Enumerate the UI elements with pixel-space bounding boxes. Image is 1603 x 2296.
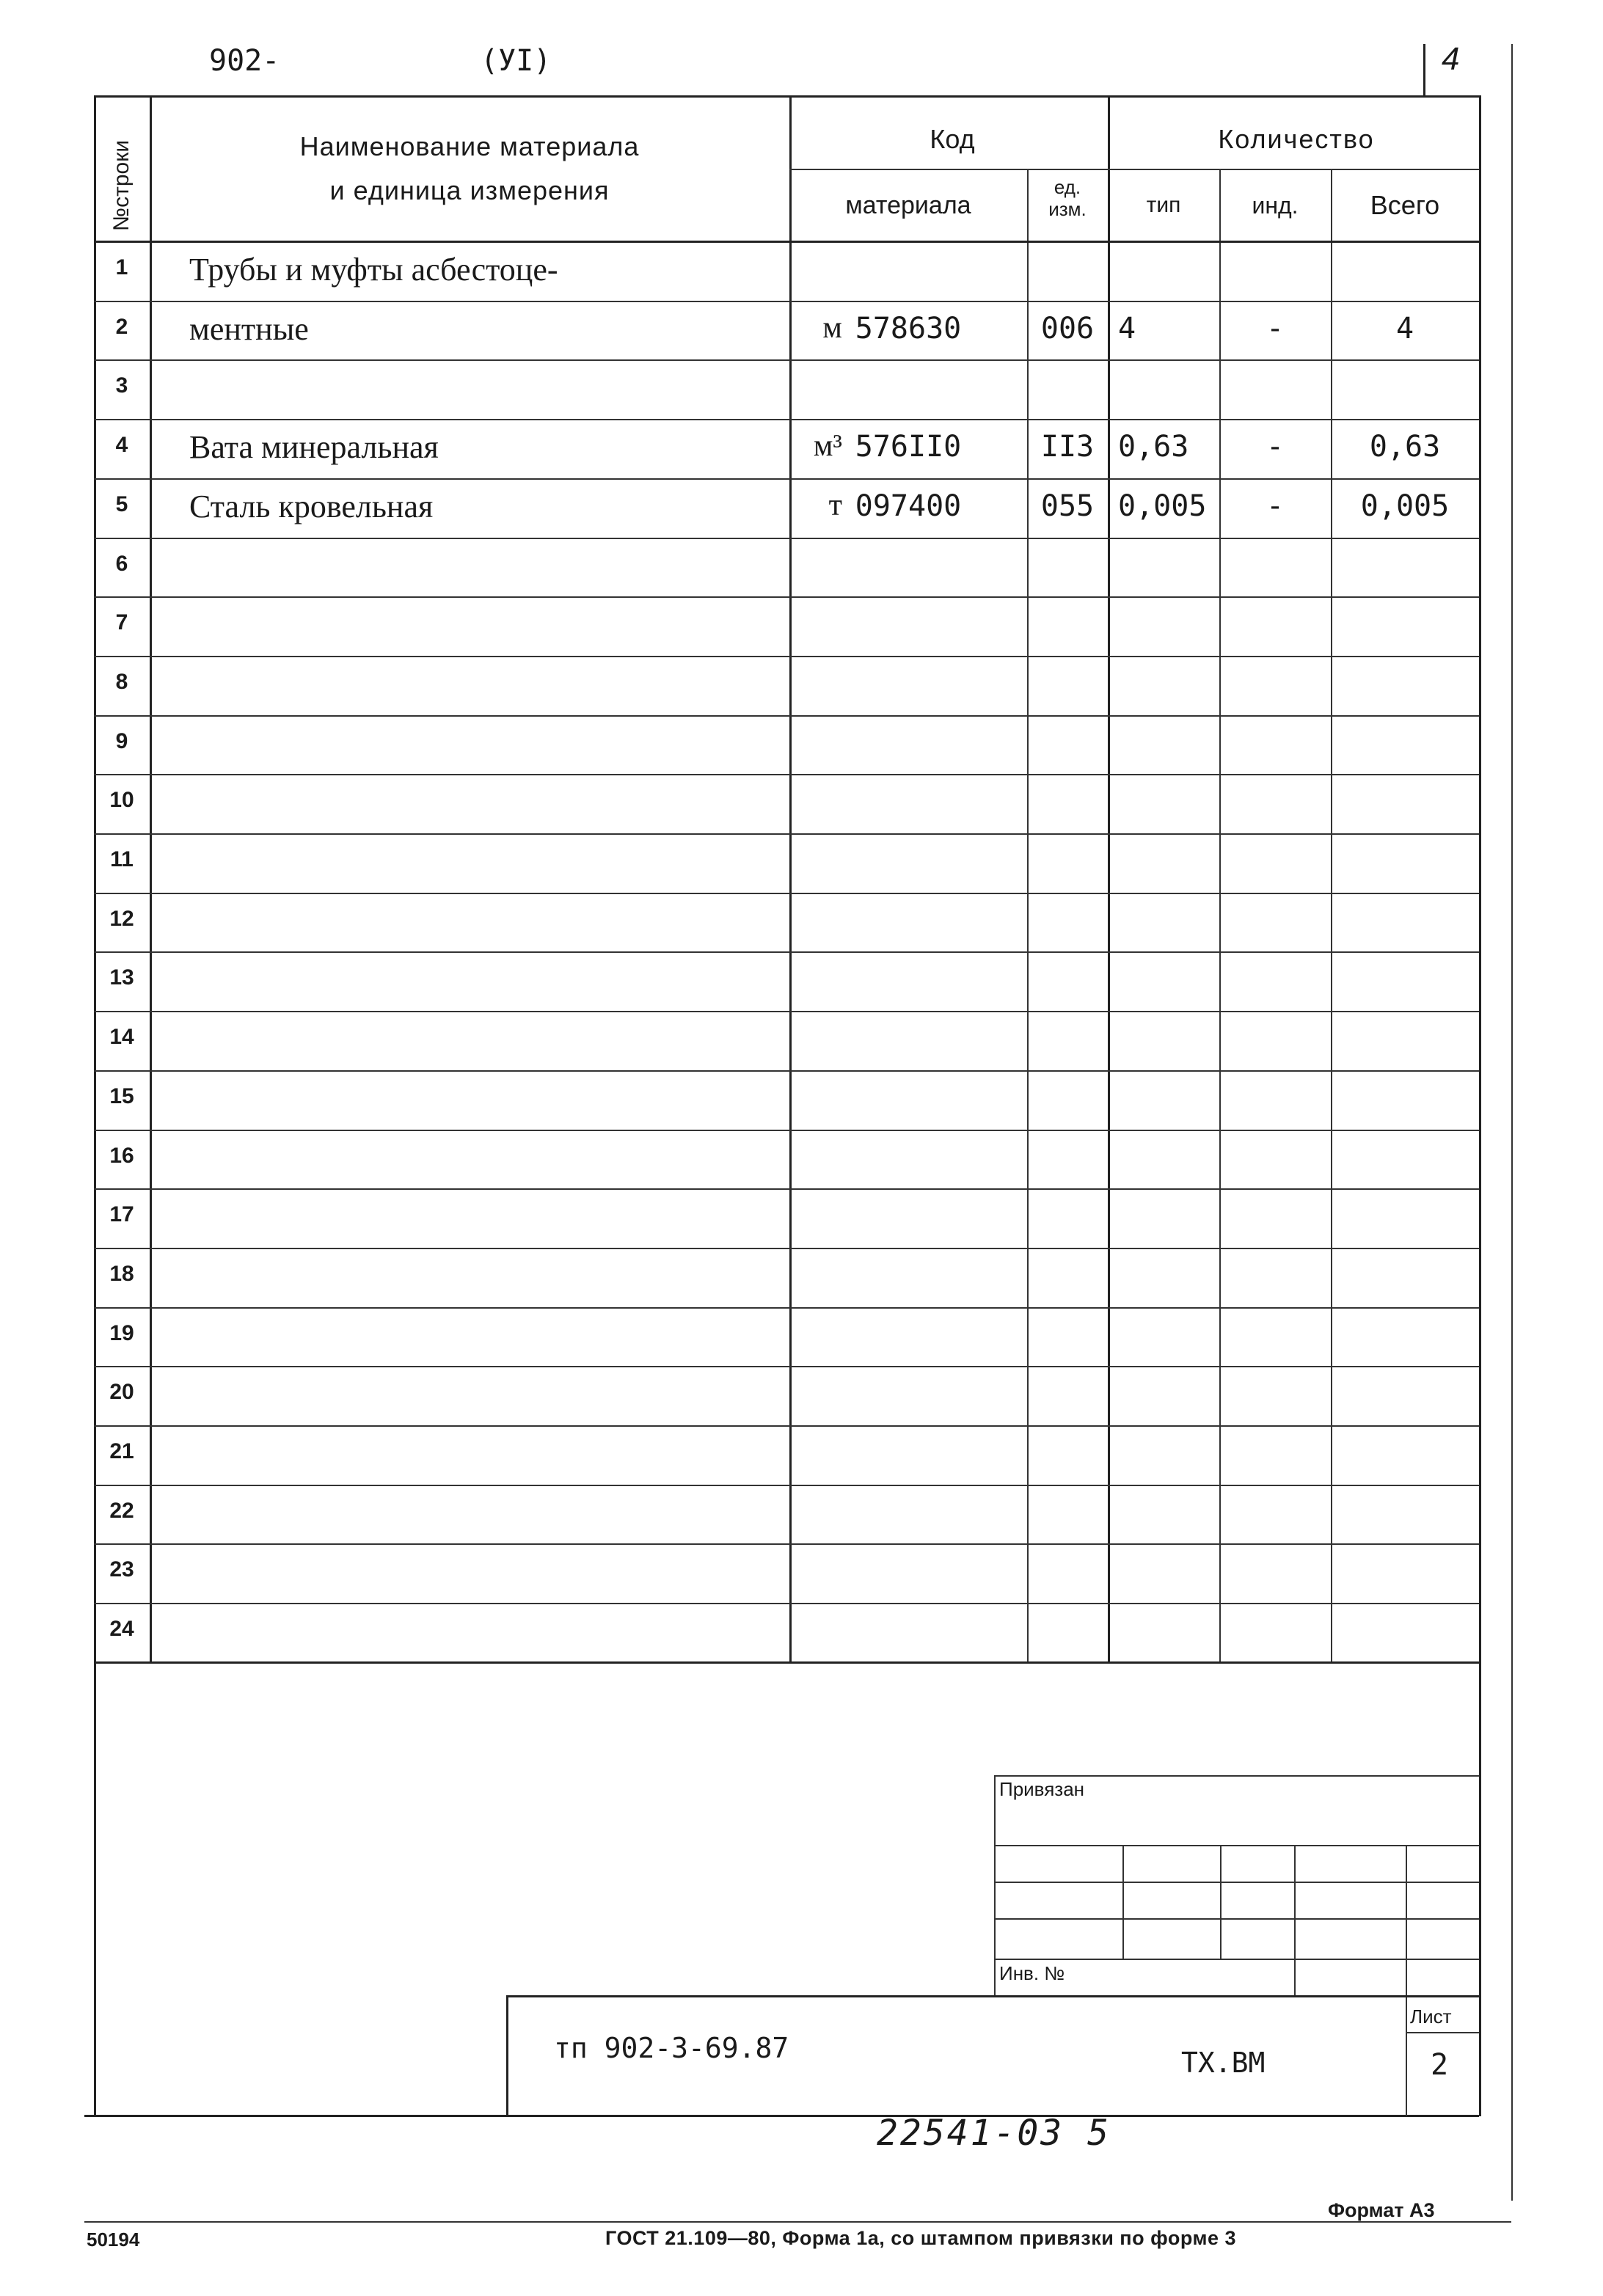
header-row-number: №строки — [109, 139, 134, 232]
stamp-col-2 — [1220, 1845, 1222, 1959]
row-number: 24 — [109, 1617, 134, 1642]
row-number: 7 — [115, 610, 128, 635]
table-row — [94, 597, 1479, 657]
outer-right-edge — [1511, 44, 1513, 2201]
quantity-ind: - — [1266, 430, 1285, 464]
stamp-inventory-label: Инв. № — [999, 1962, 1065, 1984]
sheet-label: Лист — [1410, 2006, 1452, 2028]
row-number: 9 — [115, 728, 128, 753]
row-number: 16 — [109, 1143, 134, 1168]
unit-code: 006 — [1040, 311, 1095, 346]
unit-code: 055 — [1040, 489, 1095, 523]
format-label: Формат А3 — [1328, 2199, 1435, 2221]
stamp-col-4 — [1406, 1845, 1407, 2116]
corner-sheet-divider — [1423, 44, 1425, 95]
table-row — [94, 1367, 1479, 1426]
header-material-code: материала — [845, 191, 971, 219]
table-row — [94, 716, 1479, 775]
table-row — [94, 1012, 1479, 1071]
row-number: 3 — [115, 373, 128, 398]
sheet-number: 2 — [1431, 2048, 1449, 2082]
row-number: 11 — [110, 847, 134, 871]
table-row — [94, 420, 1479, 479]
frame-right-border — [1479, 95, 1481, 2116]
header-unit-code: ед. изм. — [1048, 176, 1087, 220]
table-row — [94, 1426, 1479, 1485]
material-name: Трубы и муфты асбестоце- — [189, 252, 558, 288]
header-quantity: Количество — [1218, 124, 1375, 154]
material-name: ментные — [189, 310, 309, 347]
row-number: 17 — [109, 1202, 134, 1227]
table-row — [94, 952, 1479, 1012]
table-row — [94, 301, 1479, 361]
frame-top-border — [94, 95, 1479, 98]
row-number: 22 — [109, 1498, 134, 1523]
document-code-prefix: 902- — [209, 44, 280, 78]
row-number: 4 — [115, 433, 128, 458]
row-number: 2 — [115, 314, 128, 339]
material-code: 578630 — [855, 311, 962, 346]
unit-name: т — [828, 488, 842, 522]
stamp-col-3 — [1294, 1845, 1296, 1995]
table-row — [94, 1604, 1479, 1663]
table-row — [94, 1189, 1479, 1248]
quantity-total: 4 — [1395, 311, 1414, 346]
material-code: 576II0 — [855, 430, 962, 464]
row-number: 21 — [109, 1439, 134, 1463]
table-row — [94, 1130, 1479, 1190]
row-number: 5 — [115, 491, 128, 516]
table-row — [94, 893, 1479, 953]
unit-code: II3 — [1040, 430, 1095, 464]
row-number: 15 — [109, 1083, 134, 1108]
frame-bottom-border — [84, 2115, 1479, 2117]
table-row — [94, 657, 1479, 716]
row-number: 10 — [109, 788, 134, 813]
table-row — [94, 1308, 1479, 1367]
material-name: Вата минеральная — [189, 429, 439, 466]
stamp-top-line — [994, 1775, 1479, 1777]
row-number: 8 — [115, 669, 128, 694]
row-number: 18 — [109, 1261, 134, 1286]
row-number: 13 — [109, 965, 134, 990]
stamp-left-border — [994, 1775, 996, 1995]
header-material-name: Наименование материала и единица измерения — [299, 131, 640, 205]
quantity-tip: 0,63 — [1118, 430, 1189, 464]
header-total: Всего — [1370, 190, 1440, 220]
quantity-ind: - — [1266, 311, 1285, 346]
document-volume: (УI) — [481, 44, 552, 78]
corner-sheet-number: 4 — [1442, 41, 1460, 77]
row-number: 20 — [109, 1380, 134, 1405]
table-row — [94, 1544, 1479, 1604]
table-bottom-line — [94, 1661, 1479, 1664]
footer-line — [84, 2221, 1511, 2223]
row-number: 6 — [115, 551, 128, 576]
header-code: Код — [930, 124, 975, 154]
table-row — [94, 242, 1479, 301]
row-number: 12 — [109, 906, 134, 931]
sheet-box-divider — [1406, 2032, 1479, 2033]
row-number: 23 — [109, 1557, 134, 1582]
unit-name: м — [822, 310, 842, 345]
drawing-mark: ТХ.ВМ — [1181, 2047, 1266, 2079]
row-number: 19 — [109, 1320, 134, 1345]
quantity-total: 0,63 — [1369, 430, 1441, 464]
header-ind: инд. — [1252, 192, 1299, 219]
table-row — [94, 1485, 1479, 1545]
quantity-tip: 4 — [1118, 311, 1136, 346]
material-code: 097400 — [855, 489, 962, 523]
row-number: 14 — [109, 1025, 134, 1050]
title-block-top — [506, 1995, 1479, 1997]
document-number: 50194 — [87, 2229, 140, 2251]
quantity-total: 0,005 — [1360, 489, 1450, 523]
row-number: 1 — [115, 255, 128, 279]
table-row — [94, 1248, 1479, 1308]
table-row — [94, 1071, 1479, 1130]
unit-name: м³ — [813, 429, 842, 464]
quantity-ind: - — [1266, 489, 1285, 523]
table-row — [94, 479, 1479, 538]
quantity-tip: 0,005 — [1118, 489, 1207, 523]
project-number: тп 902-3-69.87 — [554, 2032, 789, 2064]
header-tip: тип — [1146, 193, 1181, 217]
stamp-linked-label: Привязан — [999, 1778, 1085, 1800]
gost-reference: ГОСТ 21.109—80, Форма 1а, со штампом привязки по форме 3 — [605, 2227, 1237, 2249]
table-row — [94, 834, 1479, 893]
material-name: Сталь кровельная — [189, 488, 434, 524]
title-block-left — [506, 1995, 508, 2115]
stamp-col-1 — [1122, 1845, 1124, 1959]
table-row — [94, 538, 1479, 598]
handwritten-registration-number: 22541-03 5 — [877, 2113, 1111, 2154]
table-row — [94, 360, 1479, 420]
table-row — [94, 775, 1479, 834]
